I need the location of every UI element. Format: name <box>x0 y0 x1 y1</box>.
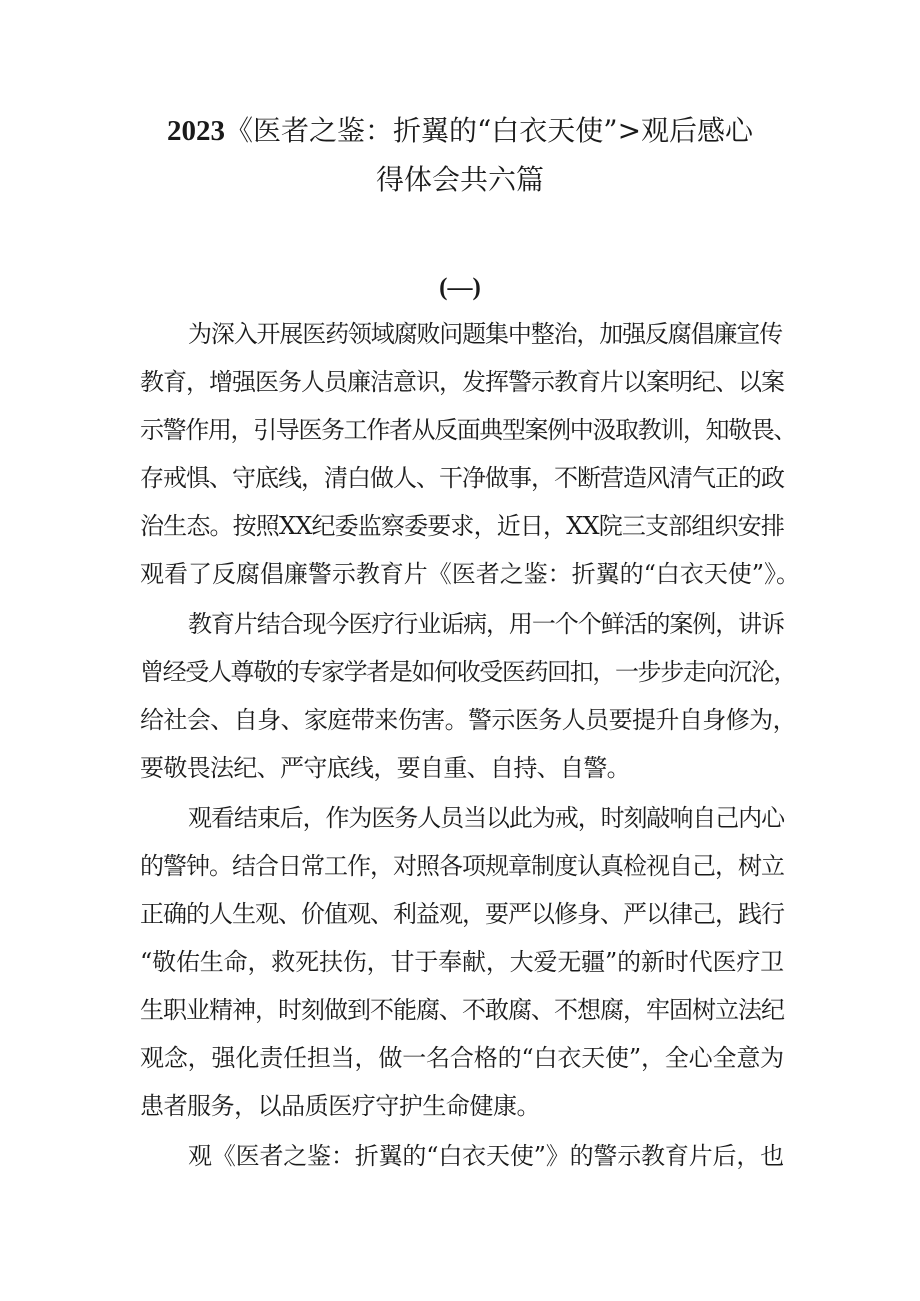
body-line: 为深入开展医药领域腐败问题集中整治，加强反腐倡廉宣传 <box>188 320 782 348</box>
body-line: 观看结束后，作为医务人员当以此为戒，时刻敲响自己内心 <box>188 804 784 832</box>
body-line: 给社会、自身、家庭带来伤害。警示医务人员要提升自身修为， <box>140 706 796 734</box>
body-line: 要敬畏法纪、严守底线，要自重、自持、自警。 <box>140 754 630 782</box>
body-line: 患者服务，以品质医疗守护生命健康。 <box>140 1092 540 1120</box>
body-line: 观念，强化责任担当，做一名合格的“白衣天使”，全心全意为 <box>140 1044 784 1072</box>
body-line: 示警作用，引导医务工作者从反面典型案例中汲取教训，知敬畏、 <box>140 416 796 444</box>
body-line: 生职业精神，时刻做到不能腐、不敢腐、不想腐，牢固树立法纪 <box>140 996 784 1024</box>
body-line: 的警钟。结合日常工作，对照各项规章制度认真检视自己，树立 <box>140 852 784 880</box>
title-year: 2023 <box>166 115 225 147</box>
body-line: 正确的人生观、价值观、利益观，要严以修身、严以律己，践行 <box>140 900 784 928</box>
body-line: 存戒惧、守底线，清白做人、干净做事，不断营造风清气正的政 <box>140 464 784 492</box>
body-line: “敬佑生命，救死扶伤，甘于奉献，大爱无疆”的新时代医疗卫 <box>140 948 784 976</box>
document-title-line-2: 得体会共六篇 <box>375 163 544 196</box>
body-line: 教育，增强医务人员廉洁意识，发挥警示教育片以案明纪、以案 <box>140 368 784 396</box>
document-title-line-1 <box>0 114 920 147</box>
body-line: 教育片结合现今医疗行业诟病，用一个个鲜活的案例，讲诉 <box>188 610 784 638</box>
body-line: 观《医者之鉴：折翼的“白衣天使”》的警示教育片后，也 <box>188 1142 784 1170</box>
body-line: 曾经受人尊敬的专家学者是如何收受医药回扣，一步步走向沉沦， <box>140 658 796 686</box>
section-heading: (—) <box>439 274 481 301</box>
body-line: 观看了反腐倡廉警示教育片《医者之鉴：折翼的“白衣天使”》。 <box>140 560 800 588</box>
body-line: 治生态。按照XX纪委监察委要求，近日，XX院三支部组织安排 <box>140 512 784 540</box>
title-text: 《医者之鉴：折翼的“白衣天使”>观后感心 <box>224 114 754 147</box>
